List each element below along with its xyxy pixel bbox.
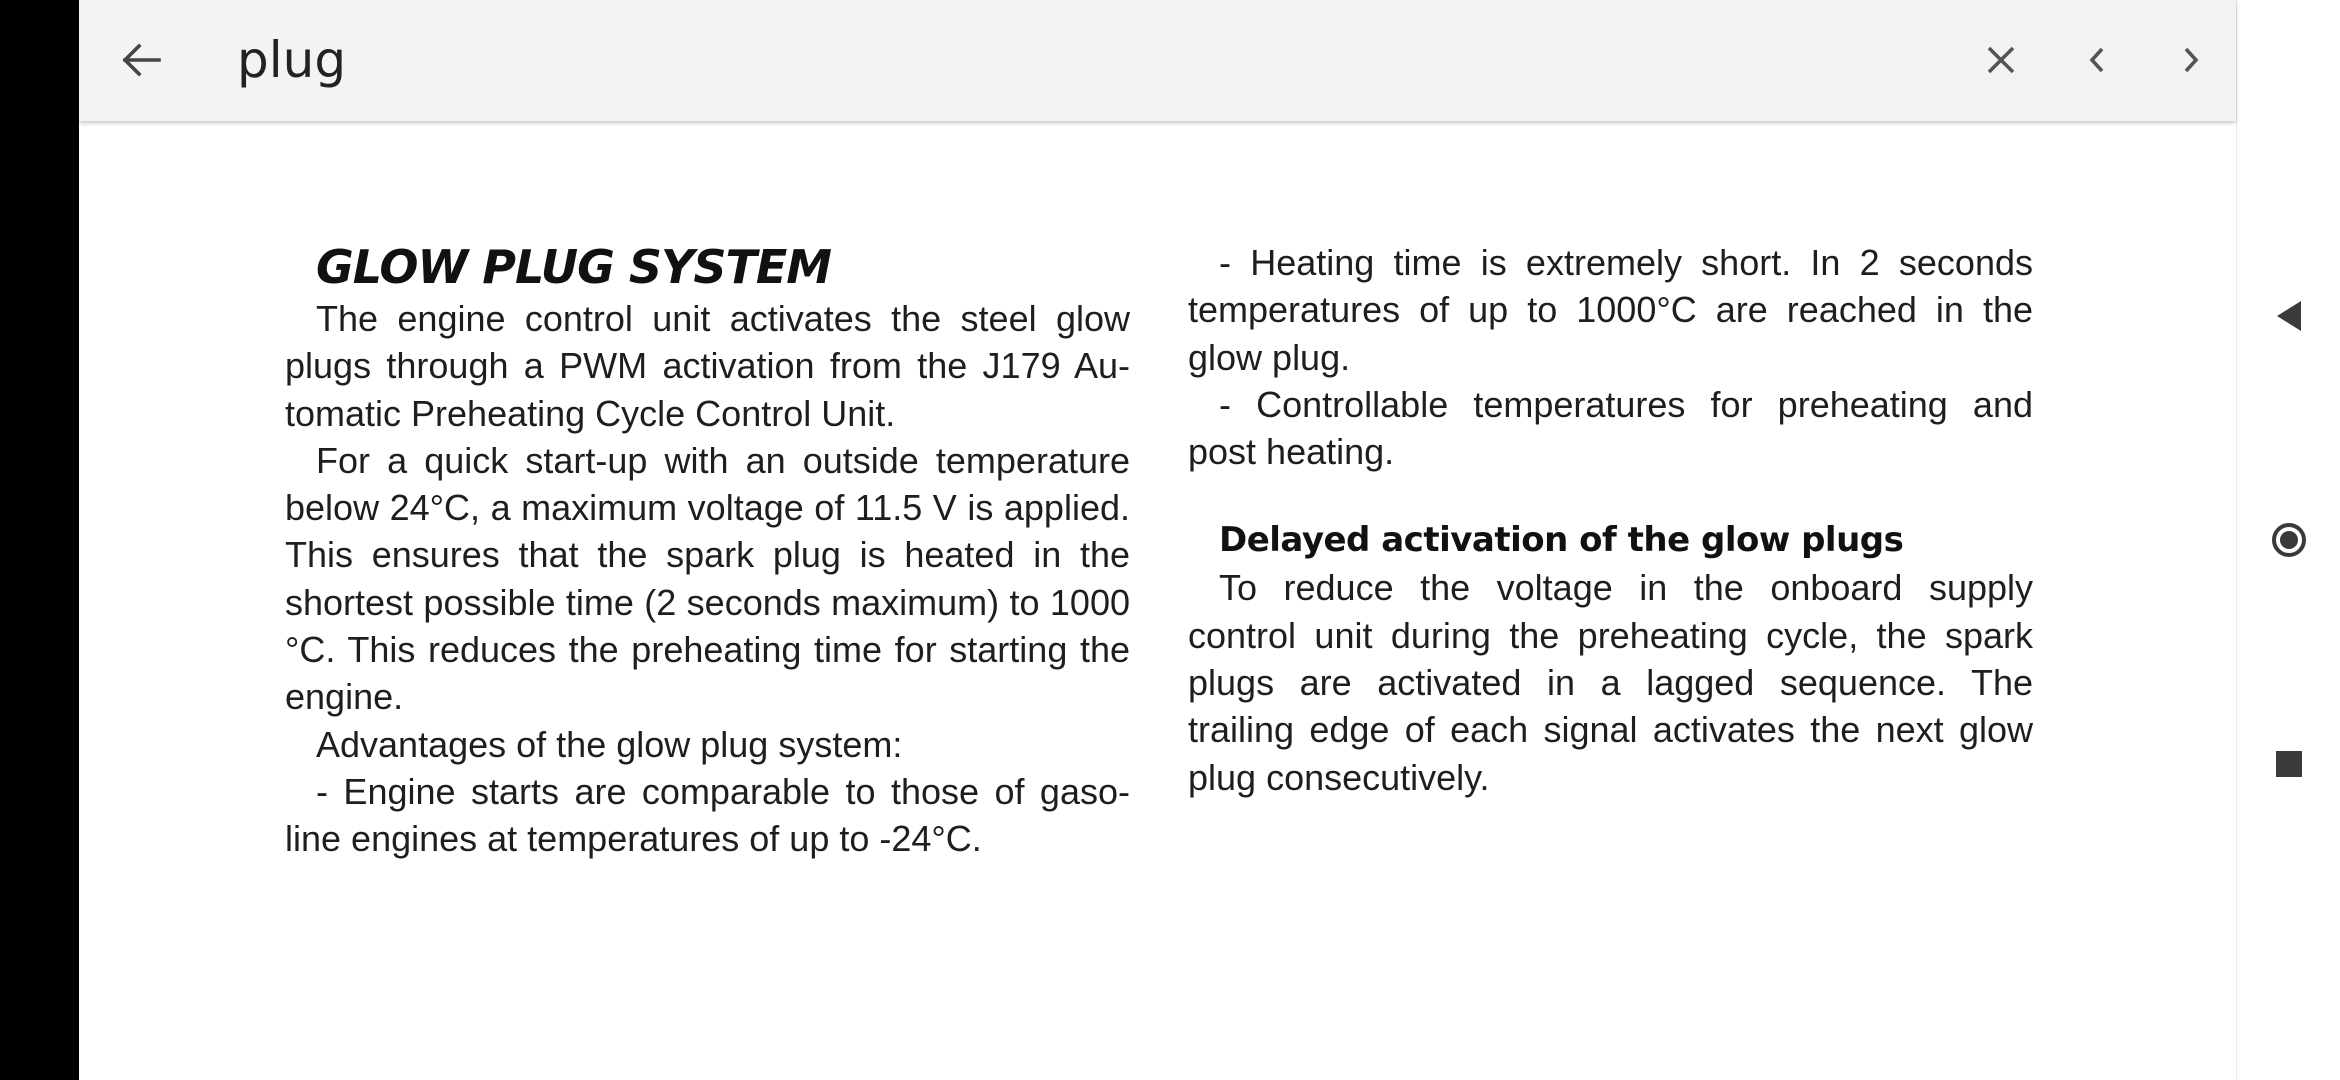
triangle-back-icon [2277, 301, 2301, 331]
left-column [285, 239, 1130, 863]
document-page [79, 121, 2236, 1080]
subheading: Delayed activation of the glow plugs [1219, 520, 1904, 561]
next-match-button[interactable] [2151, 20, 2231, 100]
home-circle-icon [2272, 523, 2306, 557]
system-recents-button[interactable] [2237, 724, 2340, 804]
chevron-right-icon [2179, 44, 2203, 76]
paragraph: To reduce the voltage in the onboard supply control unit during the preheating cycle, the spark plugs are activated in a lagged sequence. The trailing edge of each signal activates the next glow plug consecutively. [1188, 567, 2033, 798]
clear-search-button[interactable] [1961, 20, 2041, 100]
section-title: GLOW PLUG SYSTEM [316, 240, 832, 294]
paragraph: - Heating time is extremely short. In 2 seconds temperatures of up to 1000°C are reached in the glow plug. [1188, 242, 2033, 378]
search-toolbar [79, 0, 2236, 121]
arrow-left-icon [119, 38, 163, 82]
square-recents-icon [2276, 751, 2302, 777]
paragraph: - Engine starts are comparable to those of gasoline engines at temperatures of up to -24°C. [285, 770, 1130, 860]
system-navigation-bar [2236, 0, 2340, 1080]
paragraph: Advantages of the glow plug system: [316, 723, 903, 765]
paragraph: For a quick start-up with an outside temperature below 24°C, a maximum voltage of 11.5 V is applied. This ensures that the spark plug is heated in the shortest possible time (2 seconds maximum) to 1000 °C. This reduces the preheating time for starting the engine. [285, 439, 1130, 718]
back-button[interactable] [101, 20, 181, 100]
paragraph: The engine control unit activates the steel glow plugs through a PWM activation from the J179 Automatic Preheating Cycle Control Unit. [285, 298, 1130, 434]
right-column [1188, 239, 2033, 801]
system-home-button[interactable] [2237, 500, 2340, 580]
document-viewer [79, 0, 2236, 1080]
system-back-button[interactable] [2237, 276, 2340, 356]
paragraph: - Controllable temperatures for preheating and post heating. [1188, 383, 2033, 473]
left-black-bar [0, 0, 79, 1080]
search-input[interactable] [237, 22, 1837, 98]
close-icon [1985, 44, 2017, 76]
chevron-left-icon [2085, 44, 2109, 76]
previous-match-button[interactable] [2057, 20, 2137, 100]
